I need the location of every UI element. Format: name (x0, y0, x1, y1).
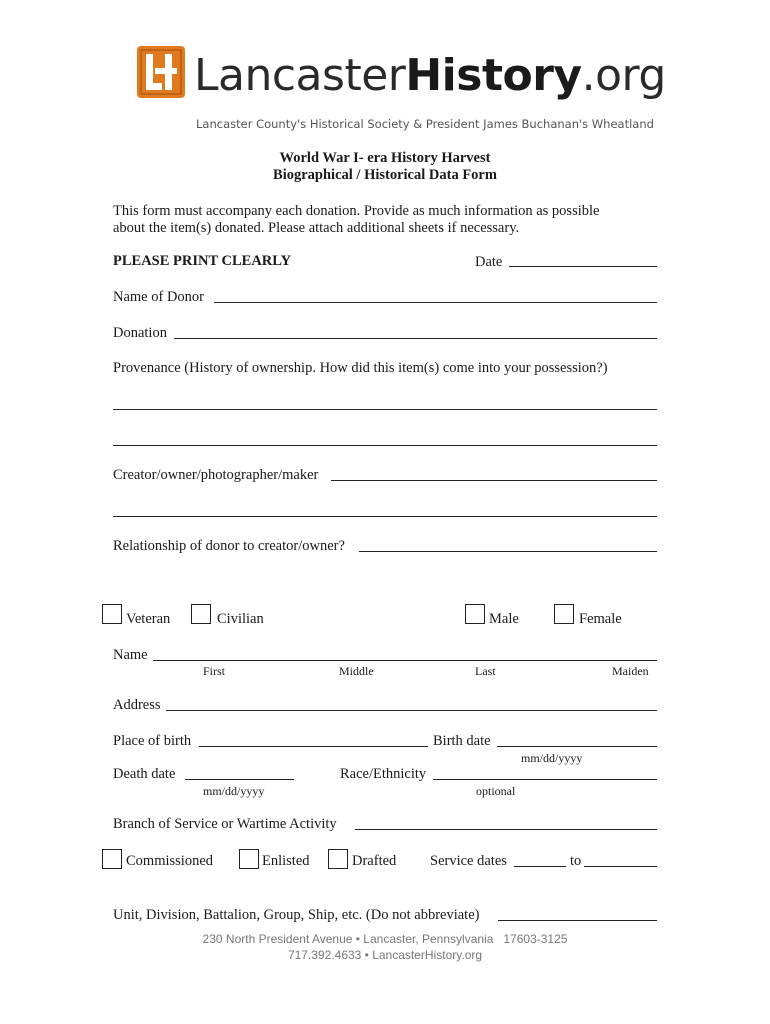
relationship-label: Relationship of donor to creator/owner? (113, 538, 345, 554)
creator-label: Creator/owner/photographer/maker (113, 467, 319, 483)
drafted-checkbox[interactable] (328, 849, 348, 869)
provenance-label: Provenance (History of ownership. How did this item(s) come into your possession?) (113, 360, 608, 376)
race-label: Race/Ethnicity (340, 766, 427, 782)
footer-address: 230 North President Avenue • Lancaster, Pennsylvania 17603-3125 (202, 932, 568, 946)
veteran-label: Veteran (126, 611, 171, 627)
female-label: Female (579, 611, 622, 627)
race-field[interactable] (433, 779, 657, 780)
logo-name-bold: History (405, 50, 582, 101)
logo-name-light: Lancaster (194, 50, 406, 101)
date-label: Date (475, 254, 503, 270)
creator-field-line2[interactable] (113, 516, 657, 517)
donation-label: Donation (113, 325, 167, 341)
veteran-checkbox[interactable] (102, 604, 122, 624)
commissioned-checkbox[interactable] (102, 849, 122, 869)
form-title-line2: Biographical / Historical Data Form (273, 167, 497, 183)
branch-field[interactable] (355, 829, 657, 830)
provenance-field-line1[interactable] (113, 409, 657, 410)
name-first-hint: First (203, 664, 226, 678)
logo-mark (137, 46, 185, 98)
intro-line1: This form must accompany each donation. Provide as much information as possible (113, 203, 600, 219)
civilian-checkbox[interactable] (191, 604, 211, 624)
death-date-hint: mm/dd/yyyy (203, 784, 265, 798)
enlisted-checkbox[interactable] (239, 849, 259, 869)
race-hint: optional (476, 784, 516, 798)
branch-label: Branch of Service or Wartime Activity (113, 816, 337, 832)
drafted-label: Drafted (352, 853, 397, 869)
female-checkbox[interactable] (554, 604, 574, 624)
name-middle-hint: Middle (339, 664, 374, 678)
donor-name-field[interactable] (214, 302, 657, 303)
male-checkbox[interactable] (465, 604, 485, 624)
name-field[interactable] (153, 660, 657, 661)
address-field[interactable] (166, 710, 657, 711)
donation-field[interactable] (174, 338, 657, 339)
logo-wordmark (194, 50, 666, 102)
birth-date-hint: mm/dd/yyyy (521, 751, 583, 765)
birth-date-label: Birth date (433, 733, 491, 749)
provenance-field-line2[interactable] (113, 445, 657, 446)
civilian-label: Civilian (217, 611, 264, 627)
print-clearly-notice: PLEASE PRINT CLEARLY (113, 253, 292, 269)
death-date-label: Death date (113, 766, 176, 782)
form-title-line1: World War I- era History Harvest (279, 150, 491, 166)
commissioned-label: Commissioned (126, 853, 214, 869)
date-field[interactable] (509, 266, 657, 267)
unit-field[interactable] (498, 920, 657, 921)
intro-line2: about the item(s) donated. Please attach additional sheets if necessary. (113, 220, 520, 236)
relationship-field[interactable] (359, 551, 657, 552)
service-dates-label: Service dates (430, 853, 507, 869)
logo-tagline: Lancaster County's Historical Society & President James Buchanan's Wheatland (196, 117, 654, 131)
place-of-birth-label: Place of birth (113, 733, 192, 749)
death-date-field[interactable] (185, 779, 294, 780)
birth-date-field[interactable] (497, 746, 657, 747)
place-of-birth-field[interactable] (199, 746, 428, 747)
unit-label: Unit, Division, Battalion, Group, Ship, etc. (Do not abbreviate) (113, 907, 480, 923)
logo-mark-icon (137, 46, 185, 98)
footer-contact: 717.392.4633 • LancasterHistory.org (287, 948, 483, 962)
name-maiden-hint: Maiden (612, 664, 649, 678)
address-label: Address (113, 697, 161, 713)
name-label: Name (113, 647, 148, 663)
enlisted-label: Enlisted (262, 853, 310, 869)
creator-field-line1[interactable] (331, 480, 657, 481)
service-end-field[interactable] (584, 866, 657, 867)
donor-name-label: Name of Donor (113, 289, 205, 305)
male-label: Male (489, 611, 519, 627)
service-to-label: to (570, 853, 582, 869)
name-last-hint: Last (475, 664, 496, 678)
service-start-field[interactable] (514, 866, 566, 867)
logo-domain: .org (581, 50, 666, 101)
